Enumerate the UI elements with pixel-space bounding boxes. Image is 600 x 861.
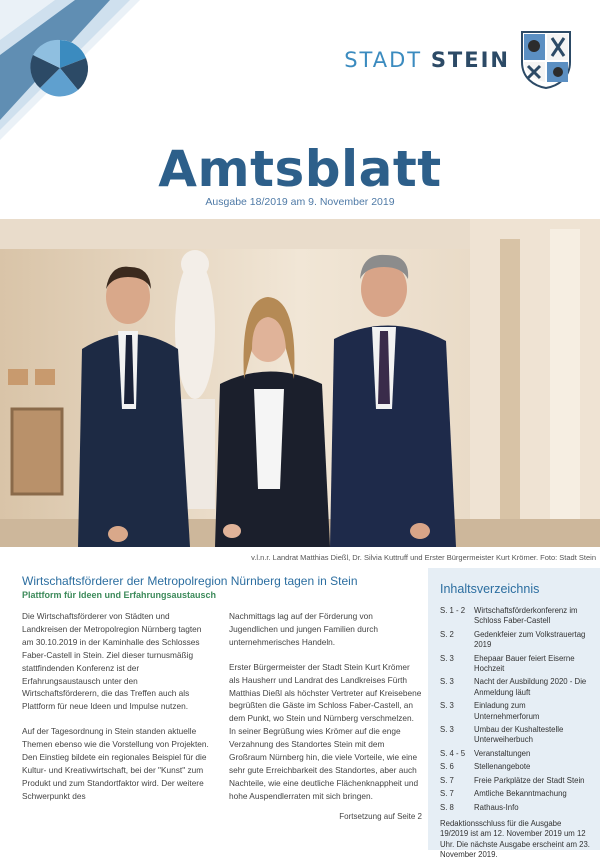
article-column-2 (229, 610, 422, 824)
toc-item[interactable] (440, 654, 590, 675)
toc-text: Einladung zum Unternehmerforum (474, 701, 540, 721)
toc-page: S. 3 (440, 725, 454, 735)
continued-link[interactable]: Fortsetzung auf Seite 2 (339, 811, 422, 821)
toc-item[interactable] (440, 701, 590, 722)
brand-name: STADT STEIN (344, 48, 510, 72)
newsletter-title: Amtsblatt (158, 140, 442, 198)
table-of-contents (428, 568, 600, 860)
issue-date: Ausgabe 18/2019 am 9. November 2019 (205, 196, 395, 208)
toc-item[interactable] (440, 677, 590, 698)
photo-caption: v.l.n.r. Landrat Matthias Dießl, Dr. Silvia Kuttruff und Erster Bürgermeister Kurt Krömer. Foto: Stadt Stein (251, 553, 596, 562)
toc-page: S. 3 (440, 653, 454, 663)
toc-text: Amtliche Bekanntmachung (474, 789, 567, 799)
toc-page: S. 4 - 5 (440, 748, 466, 758)
toc-text: Nacht der Ausbildung 2020 - Die Anmeldung läuft (474, 677, 587, 697)
toc-item[interactable] (440, 725, 590, 746)
brand-header (344, 30, 572, 90)
toc-text: Veranstaltungen (474, 748, 531, 758)
article-subhead: Plattform für Ideen und Erfahrungsaustausch (22, 590, 217, 600)
toc-page: S. 2 (440, 629, 454, 639)
article-paragraph: Nachmittags lag auf der Förderung von Jugendlichen und jungen Familien durch unternehmerisches Handeln. (229, 611, 378, 647)
toc-item[interactable] (440, 776, 590, 786)
article-paragraph: Erster Bürgermeister der Stadt Stein Kurt Krömer als Hausherr und Landrat des Landkreises Fürth Matthias Dießl als höchster Vertreter auf Kreisebene begrüßten die Gäste im Schloss Faber-Castell, an dem Punkt, wo Stein und Nürnberg verschmelzen. In seiner Begrüßung wies Krömer auf die enge Verzahnung des Standortes Stein mit dem Großraum Nürnberg hin, die viele Vorteile, wie eine sehr gute Erreichbarkeit des Standortes, aber auch Nachteile, wie eine deutliche Flächenknappheit und hohe Auspendlerraten mit sich bringen. (229, 661, 422, 801)
toc-text: Rathaus-Info (474, 802, 519, 812)
editorial-deadline: Redaktionsschluss für die Ausgabe 19/2019 ist am 12. November 2019 um 12 Uhr. Die nächste Ausgabe erscheint am 23. November 2019. (440, 818, 590, 860)
toc-page: S. 7 (440, 789, 454, 799)
toc-text: Stellenangebote (474, 762, 531, 772)
toc-item[interactable] (440, 789, 590, 799)
corner-logo-graphic (0, 0, 140, 140)
article-paragraph: Auf der Tagesordnung in Stein standen aktuelle Themen ebenso wie die Vorstellung von Projekten. Den Einstieg bildete ein regionales Beispiel für die Kultur- und Kreativwirtschaft, bei der "Kunst" zum Produkt und zum Standortfaktor wird. Der weitere Schwerpunkt des (22, 726, 209, 801)
toc-page: S. 7 (440, 775, 454, 785)
toc-text: Gedenkfeier zum Volkstrauertag 2019 (474, 629, 586, 650)
toc-item[interactable] (440, 762, 590, 772)
toc-text: Ehepaar Bauer feiert Eiserne Hochzeit (474, 653, 575, 674)
toc-item[interactable] (440, 803, 590, 813)
coat-of-arms-icon (520, 30, 572, 90)
toc-item[interactable] (440, 749, 590, 759)
article-paragraph: Die Wirtschaftsförderer von Städten und Landkreisen der Metropolregion Nürnberg tagten am 30.10.2019 in der Kaminhalle des Schlosses Faber-Castell in Stein. Ziel dieser turnusmäßig stattfindenden Konferenz ist der Erfahrungsaustausch unter den Wirtschaftsförderern, die das Treffen auch als Plattform für neue Ideen und Impulse nutzen. (22, 611, 202, 712)
toc-item[interactable] (440, 630, 590, 651)
toc-page: S. 1 - 2 (440, 606, 466, 615)
toc-page: S. 8 (440, 802, 454, 812)
toc-page: S. 3 (440, 677, 454, 687)
toc-page: S. 6 (440, 762, 454, 772)
cover-photo (0, 219, 600, 547)
main-article (22, 574, 422, 824)
toc-item[interactable] (440, 606, 590, 627)
toc-text: Wirtschaftsförderkonferenz im Schloss Faber-Castell (474, 606, 578, 626)
article-headline: Wirtschaftsförderer der Metropolregion Nürnberg tagen in Stein (22, 574, 358, 588)
toc-text: Umbau der Kushaltestelle Unterweiherbuch (474, 725, 564, 745)
toc-page: S. 3 (440, 701, 454, 711)
toc-title: Inhaltsverzeichnis (440, 582, 540, 596)
toc-text: Freie Parkplätze der Stadt Stein (474, 775, 585, 785)
article-column-1 (22, 610, 215, 824)
